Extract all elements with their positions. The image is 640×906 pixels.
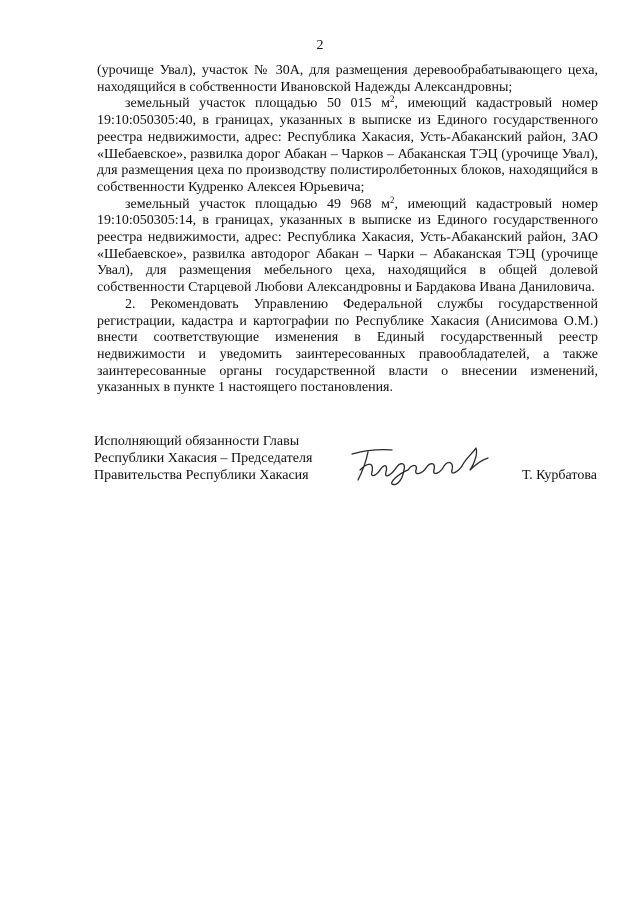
signatory-title-line-1: Исполняющий обязанности Главы	[94, 434, 300, 449]
paragraph-3-rest: , имеющий кадастровый номер 19:10:050305:14, в границах, указанных в выписке из Единого государственного реестра недвижимости, адрес: Республика Хакасия, Усть-Абаканский район, ЗАО «Шебаевское», развилка автодорог Абакан – Чарки – Абаканская ТЭЦ (урочище Увал), для размещения мебельного цеха, находящийся в общей долевой собственности Старцевой Любови Александровны и Бардакова Ивана Даниловича.	[97, 196, 598, 296]
handwritten-signature	[346, 440, 496, 490]
paragraph-3	[97, 194, 598, 297]
area-unit-superscript: 2	[390, 194, 395, 205]
paragraph-1: (урочище Увал), участок № 30А, для размещения деревообрабатывающего цеха, находящийся в собственности Ивановской Надежды Александровны;	[97, 63, 598, 95]
signatory-title	[94, 433, 354, 484]
signer-name: Т. Курбатова	[522, 468, 597, 483]
area-unit-superscript: 2	[390, 94, 395, 105]
signatory-title-line-2: Республики Хакасия – Председателя	[94, 451, 313, 466]
document-body	[97, 63, 598, 397]
paragraph-3-start: земельный участок площадью 49 968 м	[125, 196, 390, 212]
paragraph-2	[97, 96, 598, 196]
paragraph-2-start: земельный участок площадью 50 015 м	[125, 96, 390, 112]
page-number: 2	[316, 38, 324, 53]
signatory-title-line-3: Правительства Республики Хакасия	[94, 468, 309, 483]
paragraph-4: 2. Рекомендовать Управлению Федеральной службы государственной регистрации, кадастра и картографии по Республике Хакасия (Анисимова О.М.) внести соответствующие изменения в Единый государственный реестр недвижимости и уведомить заинтересованных правообладателей, а также заинтересованные органы государственной власти о внесении изменений, указанных в пункте 1 настоящего постановления.	[97, 296, 598, 396]
paragraph-2-rest: , имеющий кадастровый номер 19:10:050305:40, в границах, указанных в выписке из Единого государственного реестра недвижимости, адрес: Республика Хакасия, Усть-Абаканский район, ЗАО «Шебаевское», развилка дорог Абакан – Чарков – Абаканская ТЭЦ (урочище Увал), для размещения цеха по производству полистиролбетонных блоков, находящийся в собственности Кудренко Алексея Юрьевича;	[97, 96, 598, 195]
